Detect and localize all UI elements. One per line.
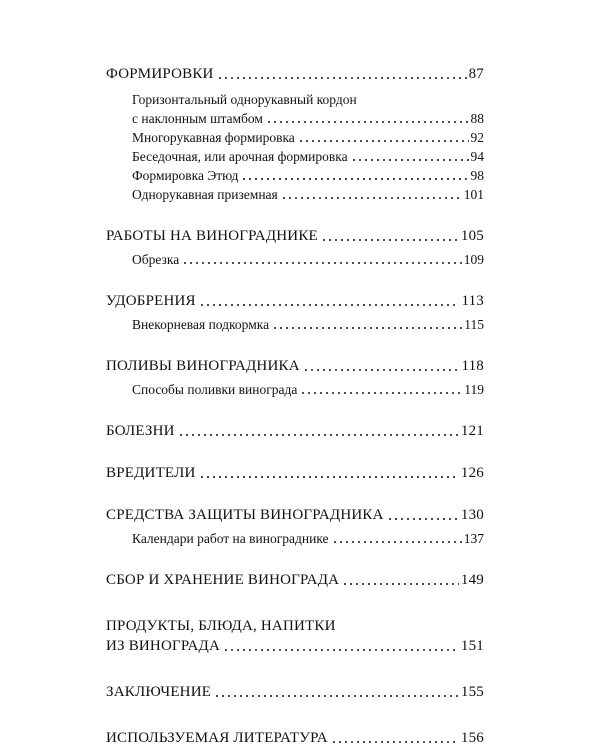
toc-title: СБОР И ХРАНЕНИЕ ВИНОГРАДА bbox=[106, 572, 340, 588]
spacer bbox=[106, 548, 484, 570]
toc-title: ЗАКЛЮЧЕНИЕ bbox=[106, 684, 212, 700]
leader-dots bbox=[266, 120, 469, 124]
toc-entry bbox=[106, 463, 484, 483]
leader-dots bbox=[214, 694, 459, 698]
spacer bbox=[106, 590, 484, 616]
toc-subentry bbox=[106, 185, 484, 204]
toc-page-number: 113 bbox=[461, 293, 484, 309]
toc-title: Формировка Этюд bbox=[132, 168, 239, 183]
leader-dots bbox=[331, 740, 459, 744]
spacer bbox=[106, 483, 484, 505]
leader-dots bbox=[199, 303, 460, 307]
leader-dots bbox=[387, 517, 459, 521]
toc-title: Календари работ на винограднике bbox=[132, 531, 329, 546]
toc-entry bbox=[106, 291, 484, 311]
toc-page-number: 156 bbox=[460, 730, 484, 746]
leader-dots bbox=[272, 326, 462, 330]
leader-dots bbox=[199, 475, 459, 479]
toc-title: УДОБРЕНИЯ bbox=[106, 293, 196, 309]
toc-subentry bbox=[106, 128, 484, 147]
toc-page-number: 88 bbox=[470, 111, 484, 126]
leader-dots bbox=[351, 158, 469, 162]
toc-page-number: 98 bbox=[470, 168, 484, 183]
toc-page-number: 92 bbox=[470, 130, 484, 145]
leader-dots bbox=[281, 196, 462, 200]
toc-title: Способы поливки винограда bbox=[132, 382, 298, 397]
toc-page-number: 101 bbox=[463, 187, 484, 202]
toc-title: Внекорневая подкормка bbox=[132, 317, 270, 332]
toc-entry bbox=[106, 421, 484, 441]
toc-subentry bbox=[106, 250, 484, 269]
leader-dots bbox=[342, 582, 459, 586]
toc-subentry bbox=[106, 380, 484, 399]
spacer bbox=[106, 656, 484, 682]
toc-title: ИЗ ВИНОГРАДА bbox=[106, 638, 220, 654]
spacer bbox=[106, 441, 484, 463]
toc-entry bbox=[106, 356, 484, 376]
toc-page-number: 151 bbox=[460, 638, 484, 654]
spacer bbox=[106, 204, 484, 226]
leader-dots bbox=[223, 648, 459, 652]
leader-dots bbox=[332, 540, 462, 544]
toc-title: СРЕДСТВА ЗАЩИТЫ ВИНОГРАДНИКА bbox=[106, 507, 384, 523]
leader-dots bbox=[182, 261, 462, 265]
toc-entry-formirovki bbox=[106, 64, 484, 84]
toc-page-number: 118 bbox=[461, 358, 484, 374]
toc-entry bbox=[106, 636, 484, 656]
toc-entry-heading: ПРОДУКТЫ, БЛЮДА, НАПИТКИ bbox=[106, 618, 336, 634]
table-of-contents bbox=[106, 64, 484, 748]
leader-dots bbox=[303, 368, 460, 372]
toc-page-number: 119 bbox=[464, 382, 484, 397]
toc-entry bbox=[106, 570, 484, 590]
toc-page-number: 155 bbox=[460, 684, 484, 700]
toc-subentry bbox=[106, 166, 484, 185]
toc-page-number: 149 bbox=[460, 572, 484, 588]
leader-dots bbox=[178, 433, 459, 437]
toc-title: ПОЛИВЫ ВИНОГРАДНИКА bbox=[106, 358, 300, 374]
leader-dots bbox=[241, 177, 468, 181]
leader-dots bbox=[217, 76, 467, 80]
toc-entry bbox=[106, 226, 484, 246]
toc-title: ВРЕДИТЕЛИ bbox=[106, 465, 196, 481]
leader-dots bbox=[321, 238, 459, 242]
toc-page-number: 94 bbox=[470, 149, 484, 164]
leader-dots bbox=[298, 139, 469, 143]
toc-page-number: 87 bbox=[468, 66, 484, 82]
toc-subentry bbox=[106, 147, 484, 166]
leader-dots bbox=[300, 391, 462, 395]
toc-entry bbox=[106, 505, 484, 525]
toc-entry bbox=[106, 682, 484, 702]
toc-title: ФОРМИРОВКИ bbox=[106, 66, 214, 82]
spacer bbox=[106, 269, 484, 291]
toc-title: РАБОТЫ НА ВИНОГРАДНИКЕ bbox=[106, 228, 318, 244]
spacer bbox=[106, 399, 484, 421]
toc-subentry bbox=[106, 109, 484, 128]
toc-page-number: 130 bbox=[460, 507, 484, 523]
toc-page-number: 121 bbox=[460, 423, 484, 439]
toc-page-number: 105 bbox=[460, 228, 484, 244]
toc-subentry-heading: Горизонтальный однорукавный кордон bbox=[132, 92, 357, 107]
toc-subentry bbox=[106, 529, 484, 548]
toc-title: ИСПОЛЬЗУЕМАЯ ЛИТЕРАТУРА bbox=[106, 730, 328, 746]
toc-page-number: 115 bbox=[464, 317, 484, 332]
toc-title: Однорукавная приземная bbox=[132, 187, 278, 202]
toc-title: Беседочная, или арочная формировка bbox=[132, 149, 348, 164]
spacer bbox=[106, 702, 484, 728]
toc-entry bbox=[106, 728, 484, 748]
toc-page-number: 109 bbox=[463, 252, 484, 267]
toc-subentry bbox=[106, 315, 484, 334]
toc-title: Обрезка bbox=[132, 252, 180, 267]
toc-page-number: 126 bbox=[460, 465, 484, 481]
toc-title: БОЛЕЗНИ bbox=[106, 423, 175, 439]
spacer bbox=[106, 334, 484, 356]
toc-page-number: 137 bbox=[463, 531, 484, 546]
toc-title: с наклонным штамбом bbox=[132, 111, 263, 126]
toc-title: Многорукавная формировка bbox=[132, 130, 295, 145]
